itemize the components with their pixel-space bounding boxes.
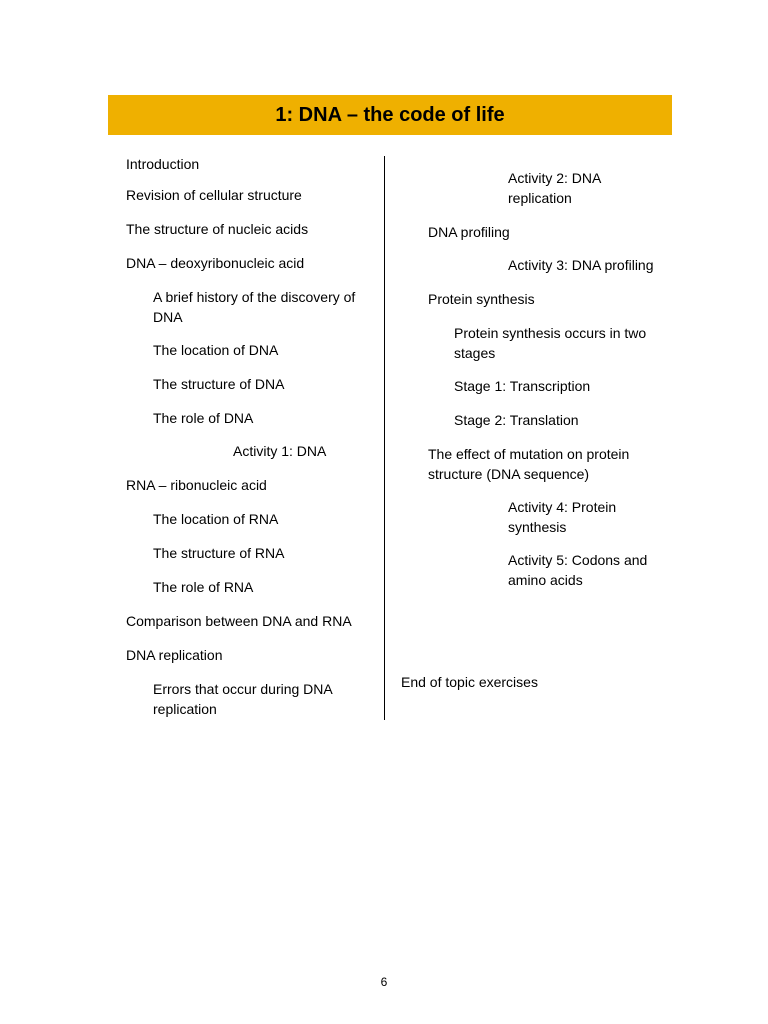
chapter-title: 1: DNA – the code of life [275, 103, 505, 126]
toc-entry-role-rna[interactable]: The role of RNA [153, 579, 254, 595]
toc-entry-structure-dna[interactable]: The structure of DNA [153, 376, 285, 392]
toc-entry-role-dna[interactable]: The role of DNA [153, 410, 254, 426]
toc-entry-protein-synthesis-two-stages[interactable]: Protein synthesis occurs in two stages [454, 325, 647, 361]
toc-entry-activity-3[interactable]: Activity 3: DNA profiling [508, 257, 654, 273]
toc-entry-structure-nucleic-acids[interactable]: The structure of nucleic acids [126, 221, 309, 237]
toc-entry-location-dna[interactable]: The location of DNA [153, 342, 279, 358]
toc-entry-stage-1-transcription[interactable]: Stage 1: Transcription [454, 378, 591, 394]
column-divider [384, 156, 385, 720]
page-number: 6 [380, 975, 388, 989]
toc-entry-activity-2[interactable]: Activity 2: DNA replication [508, 170, 601, 206]
toc-entry-errors-dna-replication[interactable]: Errors that occur during DNA replication [153, 681, 332, 717]
toc-entry-stage-2-translation[interactable]: Stage 2: Translation [454, 412, 579, 428]
toc-entry-activity-4[interactable]: Activity 4: Protein synthesis [508, 499, 617, 535]
toc-entry-dna-profiling[interactable]: DNA profiling [428, 224, 510, 240]
toc-entry-location-rna[interactable]: The location of RNA [153, 511, 279, 527]
chapter-title-bar [108, 95, 672, 135]
toc-entry-activity-1[interactable]: Activity 1: DNA [233, 443, 327, 459]
toc-entry-dna-replication[interactable]: DNA replication [126, 647, 223, 663]
toc-entry-revision-cellular-structure[interactable]: Revision of cellular structure [126, 187, 302, 203]
toc-entry-introduction[interactable]: Introduction [126, 156, 200, 172]
toc-entry-comparison-dna-rna[interactable]: Comparison between DNA and RNA [126, 613, 352, 629]
toc-entry-end-of-topic-exercises[interactable]: End of topic exercises [401, 674, 538, 690]
toc-entry-rna-ribonucleic-acid[interactable]: RNA – ribonucleic acid [126, 477, 267, 493]
toc-entry-protein-synthesis[interactable]: Protein synthesis [428, 291, 535, 307]
toc-entry-history-discovery-dna[interactable]: A brief history of the discovery of DNA [153, 289, 356, 325]
toc-entry-dna-deoxyribonucleic-acid[interactable]: DNA – deoxyribonucleic acid [126, 255, 305, 271]
toc-entry-effect-mutation[interactable]: The effect of mutation on protein structure (DNA sequence) [428, 446, 630, 482]
toc-entry-activity-5[interactable]: Activity 5: Codons and amino acids [508, 552, 648, 588]
toc-entry-structure-rna[interactable]: The structure of RNA [153, 545, 285, 561]
